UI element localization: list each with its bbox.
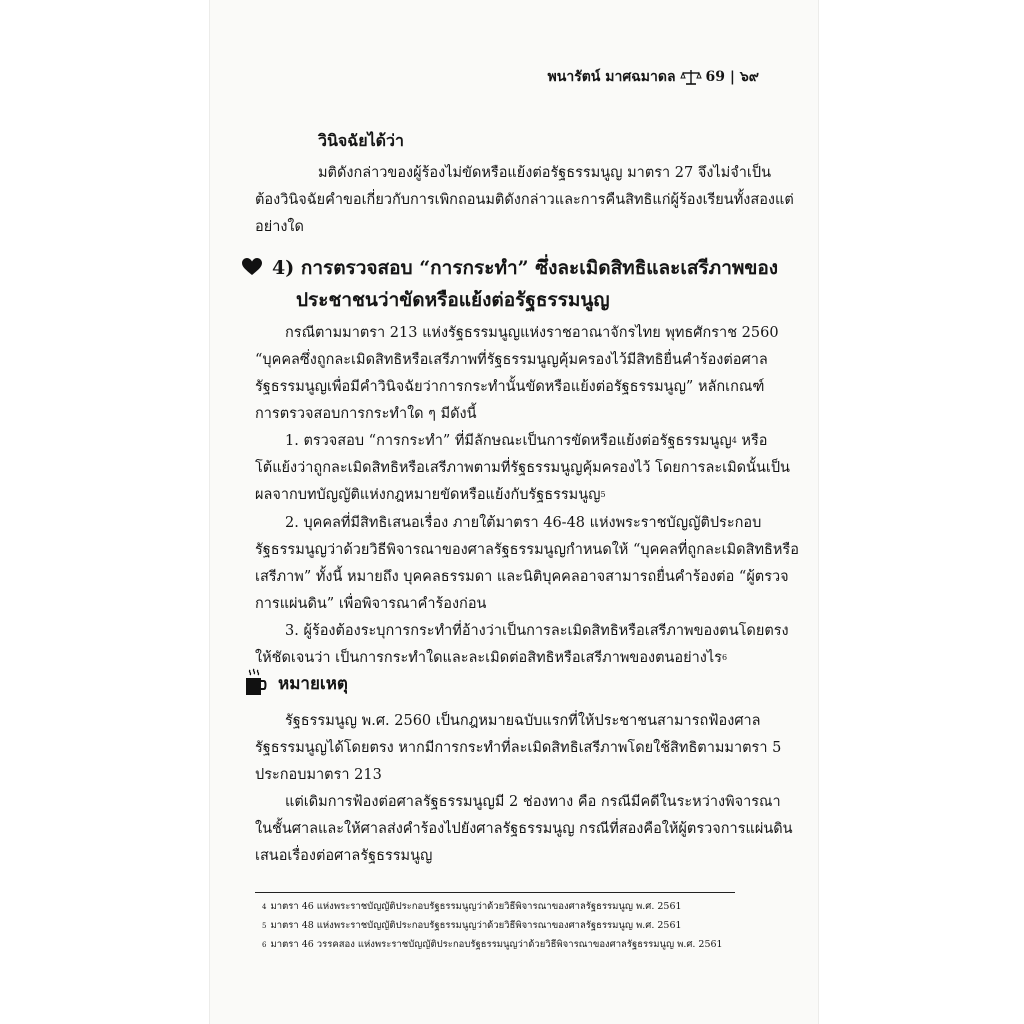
judgment-line: อย่างใด xyxy=(255,219,304,235)
header-author: พนารัตน์ มาศฉมาดล xyxy=(547,69,676,85)
list-item-2: 2. บุคคลที่มีสิทธิเสนอเรื่อง ภายใต้มาตรา 46-48 แห่งพระราชบัญญัติประกอบ xyxy=(285,515,762,531)
body-line: การแผ่นดิน” เพื่อพิจารณาคำร้องก่อน xyxy=(255,596,487,612)
footnote: $^6$ มาตรา 46 วรรคสอง แห่งพระราชบัญญัติประกอบรัฐธรรมนูญว่าด้วยวิธีพิจารณาของศาลรัฐธรรมนูญ พ.ศ. 2561 xyxy=(262,939,723,950)
scales-of-justice-icon xyxy=(680,68,702,86)
footnote-divider xyxy=(255,892,735,893)
body-line: โต้แย้งว่าถูกละเมิดสิทธิหรือเสรีภาพตามที่รัฐธรรมนูญคุ้มครองไว้ โดยการละเมิดนั้นเป็น xyxy=(255,460,790,476)
coffee-cup-icon xyxy=(245,668,267,696)
heart-icon xyxy=(242,258,262,276)
body-line: ผลจากบทบัญญัติแห่งกฎหมายขัดหรือแย้งกับรัฐธรรมนูญ$^5$ xyxy=(255,487,606,503)
running-header xyxy=(548,66,759,88)
judgment-label: วินิจฉัยได้ว่า xyxy=(318,131,404,150)
note-line: รัฐธรรมนูญได้โดยตรง หากมีการกระทำที่ละเมิดสิทธิเสรีภาพโดยใช้สิทธิตามมาตรา 5 xyxy=(255,740,782,756)
body-line: รัฐธรรมนูญเพื่อมีคำวินิจฉัยว่าการกระทำนั้นขัดหรือแย้งต่อรัฐธรรมนูญ” หลักเกณฑ์ xyxy=(255,379,765,395)
note-line: รัฐธรรมนูญ พ.ศ. 2560 เป็นกฎหมายฉบับแรกที่ให้ประชาชนสามารถฟ้องศาล xyxy=(285,713,761,729)
body-line: การตรวจสอบการกระทำใด ๆ มีดังนี้ xyxy=(255,406,477,422)
page-number: 69 | ๖๙ xyxy=(705,69,759,85)
body-line: กรณีตามมาตรา 213 แห่งรัฐธรรมนูญแห่งราชอาณาจักรไทย พุทธศักราช 2560 xyxy=(285,325,779,341)
body-line: เสรีภาพ” ทั้งนี้ หมายถึง บุคคลธรรมดา และนิติบุคคลอาจสามารถยื่นคำร้องต่อ “ผู้ตรวจ xyxy=(255,569,789,585)
footnote: $^4$ มาตรา 46 แห่งพระราชบัญญัติประกอบรัฐธรรมนูญว่าด้วยวิธีพิจารณาของศาลรัฐธรรมนูญ พ.ศ. 2561 xyxy=(262,901,682,912)
note-line: ในชั้นศาลและให้ศาลส่งคำร้องไปยังศาลรัฐธรรมนูญ กรณีที่สองคือให้ผู้ตรวจการแผ่นดิน xyxy=(255,821,793,837)
body-line: “บุคคลซึ่งถูกละเมิดสิทธิหรือเสรีภาพที่รัฐธรรมนูญคุ้มครองไว้มีสิทธิยื่นคำร้องต่อศาล xyxy=(255,352,768,368)
footnote: $^5$ มาตรา 48 แห่งพระราชบัญญัติประกอบรัฐธรรมนูญว่าด้วยวิธีพิจารณาของศาลรัฐธรรมนูญ พ.ศ. 2561 xyxy=(262,920,682,931)
section-title: 4) การตรวจสอบ “การกระทำ” ซึ่งละเมิดสิทธิและเสรีภาพของ xyxy=(272,257,779,279)
note-line: ประกอบมาตรา 213 xyxy=(255,767,382,783)
list-item-1: 1. ตรวจสอบ “การกระทำ” ที่มีลักษณะเป็นการขัดหรือแย้งต่อรัฐธรรมนูญ$^4$ หรือ xyxy=(285,433,768,449)
judgment-line: มติดังกล่าวของผู้ร้องไม่ขัดหรือแย้งต่อรัฐธรรมนูญ มาตรา 27 จึงไม่จำเป็น xyxy=(318,165,771,181)
body-line: รัฐธรรมนูญว่าด้วยวิธีพิจารณาของศาลรัฐธรรมนูญกำหนดให้ “บุคคลที่ถูกละเมิดสิทธิหรือ xyxy=(255,542,799,558)
note-line: แต่เดิมการฟ้องต่อศาลรัฐธรรมนูญมี 2 ช่องทาง คือ กรณีมีคดีในระหว่างพิจารณา xyxy=(285,794,781,810)
note-title: หมายเหตุ xyxy=(278,674,348,694)
body-line: ให้ชัดเจนว่า เป็นการกระทำใดและละเมิดต่อสิทธิหรือเสรีภาพของตนอย่างไร$^6$ xyxy=(255,650,728,666)
section-title: ประชาชนว่าขัดหรือแย้งต่อรัฐธรรมนูญ xyxy=(296,289,610,311)
note-line: เสนอเรื่องต่อศาลรัฐธรรมนูญ xyxy=(255,848,433,864)
list-item-3: 3. ผู้ร้องต้องระบุการกระทำที่อ้างว่าเป็นการละเมิดสิทธิหรือเสรีภาพของตนโดยตรง xyxy=(285,623,789,639)
judgment-line: ต้องวินิจฉัยคำขอเกี่ยวกับการเพิกถอนมติดังกล่าวและการคืนสิทธิแก่ผู้ร้องเรียนทั้งสองแต่ xyxy=(255,192,794,208)
